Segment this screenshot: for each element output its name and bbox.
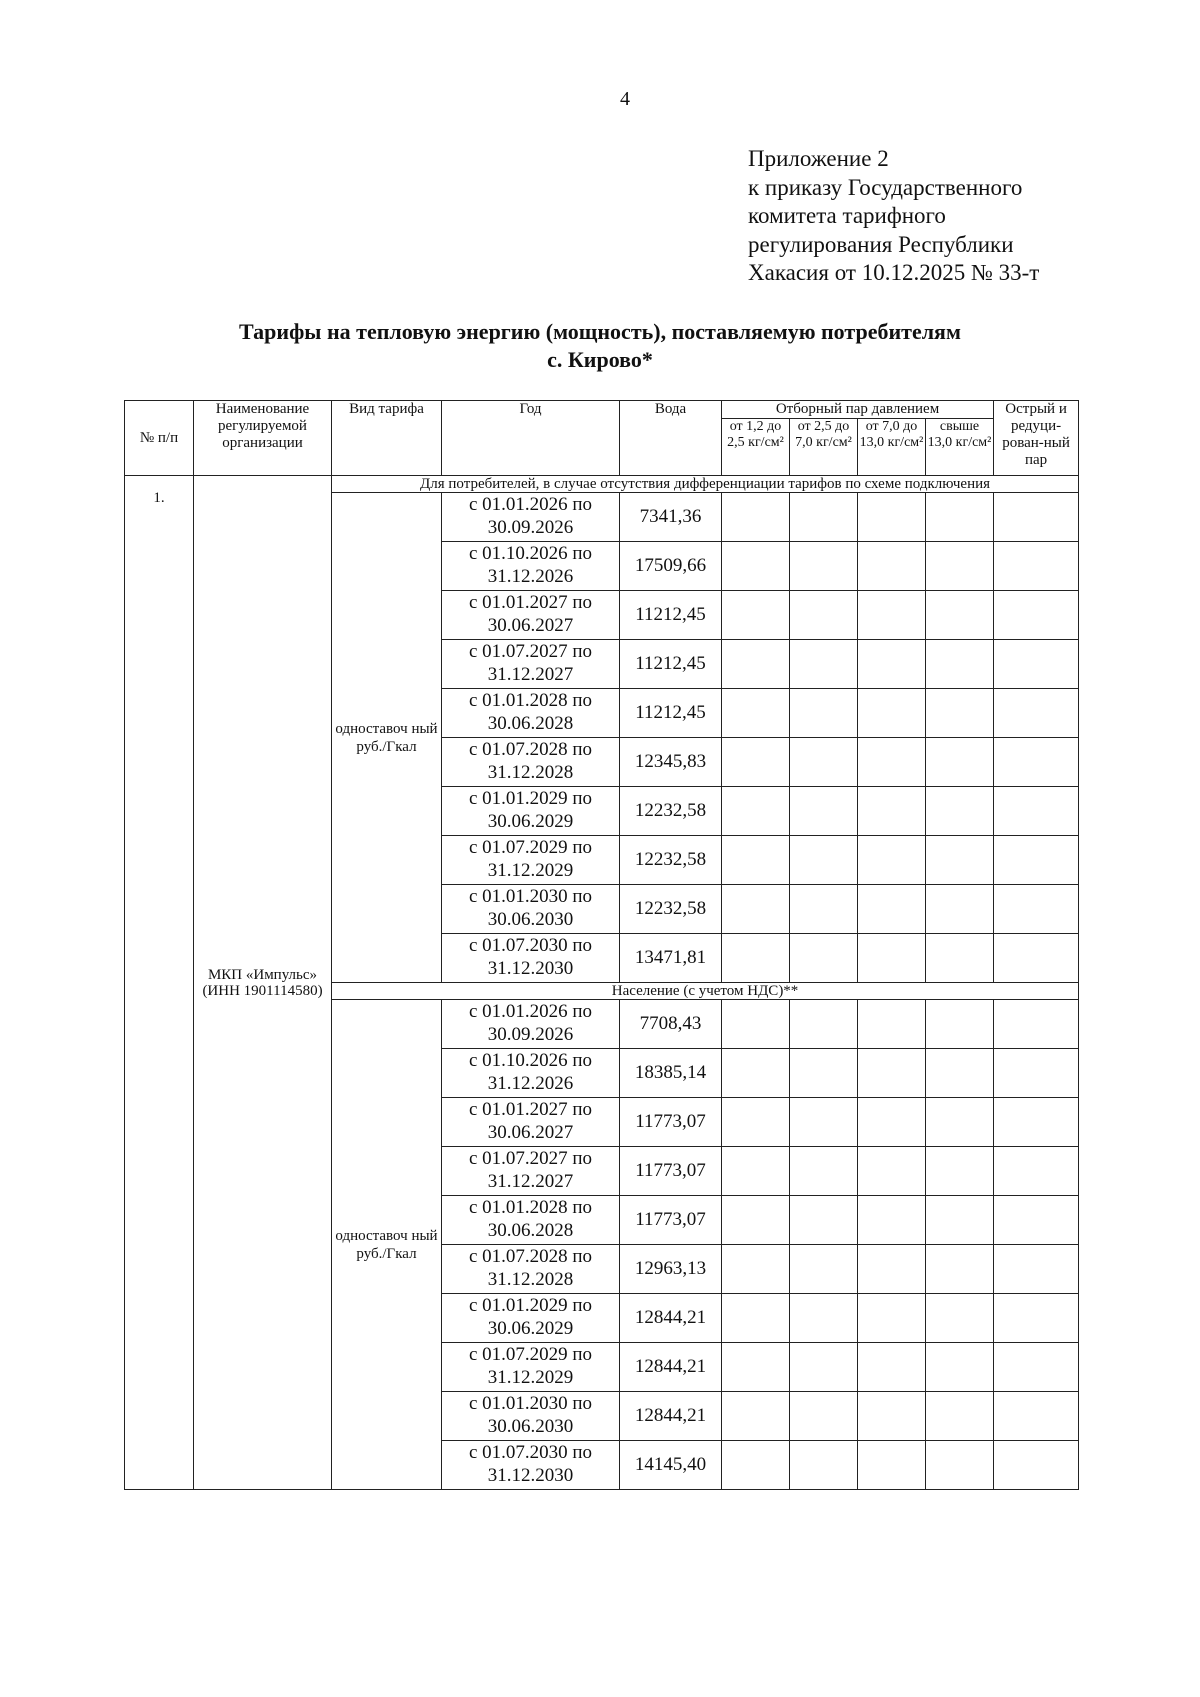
water-tariff-value: 7708,43 <box>620 1000 722 1049</box>
period-cell <box>442 836 620 885</box>
water-tariff-value: 17509,66 <box>620 542 722 591</box>
empty-cell <box>994 1196 1079 1245</box>
period-cell <box>442 1098 620 1147</box>
water-tariff-value: 12345,83 <box>620 738 722 787</box>
period-start: с 01.10.2026 по <box>468 543 593 564</box>
empty-cell <box>722 934 790 983</box>
empty-cell <box>722 493 790 542</box>
water-tariff-value: 11773,07 <box>620 1147 722 1196</box>
period-start: с 01.01.2026 по <box>468 1001 593 1022</box>
empty-cell <box>790 493 858 542</box>
tariff-table <box>124 400 1079 1490</box>
empty-cell <box>994 493 1079 542</box>
period-end: 31.12.2027 <box>487 664 574 685</box>
row-number: 1. <box>125 476 194 1490</box>
empty-cell <box>858 493 926 542</box>
empty-cell <box>858 1343 926 1392</box>
period-cell <box>442 787 620 836</box>
empty-cell <box>858 689 926 738</box>
empty-cell <box>926 1147 994 1196</box>
empty-cell <box>926 1441 994 1490</box>
title-line-2: с. Кирово* <box>547 347 653 372</box>
empty-cell <box>790 885 858 934</box>
empty-cell <box>858 787 926 836</box>
water-tariff-value: 12232,58 <box>620 885 722 934</box>
period-start: с 01.01.2028 по <box>468 1197 593 1218</box>
period-start: с 01.10.2026 по <box>468 1050 593 1071</box>
period-cell <box>442 885 620 934</box>
appendix-line: регулирования Республики <box>748 231 1014 257</box>
empty-cell <box>858 542 926 591</box>
empty-cell <box>994 738 1079 787</box>
header-steam-group: Отборный пар давлением <box>722 401 994 419</box>
period-cell <box>442 1392 620 1441</box>
water-tariff-value: 11212,45 <box>620 640 722 689</box>
empty-cell <box>858 1098 926 1147</box>
period-start: с 01.01.2029 по <box>468 788 593 809</box>
empty-cell <box>994 1441 1079 1490</box>
empty-cell <box>722 885 790 934</box>
header-steam-1: от 1,2 до 2,5 кг/см² <box>722 419 790 476</box>
empty-cell <box>722 836 790 885</box>
period-start: с 01.07.2030 по <box>468 1442 593 1463</box>
empty-cell <box>858 1441 926 1490</box>
period-end: 31.12.2028 <box>487 1269 574 1290</box>
empty-cell <box>790 1441 858 1490</box>
period-end: 30.06.2029 <box>487 1318 574 1339</box>
empty-cell <box>858 738 926 787</box>
period-start: с 01.01.2028 по <box>468 690 593 711</box>
empty-cell <box>926 787 994 836</box>
header-year: Год <box>442 401 620 476</box>
empty-cell <box>926 689 994 738</box>
empty-cell <box>858 1392 926 1441</box>
period-cell <box>442 1245 620 1294</box>
water-tariff-value: 11773,07 <box>620 1098 722 1147</box>
empty-cell <box>722 1294 790 1343</box>
empty-cell <box>790 738 858 787</box>
organization-name: МКП «Импульс» (ИНН 1901114580) <box>194 476 332 1490</box>
period-start: с 01.07.2029 по <box>468 1344 593 1365</box>
empty-cell <box>858 1147 926 1196</box>
empty-cell <box>926 542 994 591</box>
empty-cell <box>858 934 926 983</box>
period-start: с 01.07.2028 по <box>468 1246 593 1267</box>
period-end: 30.06.2027 <box>487 1122 574 1143</box>
water-tariff-value: 12232,58 <box>620 836 722 885</box>
empty-cell <box>926 1343 994 1392</box>
empty-cell <box>722 542 790 591</box>
period-end: 31.12.2026 <box>487 1073 574 1094</box>
period-end: 31.12.2030 <box>487 958 574 979</box>
period-cell <box>442 1049 620 1098</box>
water-tariff-value: 11212,45 <box>620 591 722 640</box>
appendix-line: комитета тарифного <box>748 203 946 228</box>
period-start: с 01.01.2026 по <box>468 494 593 515</box>
empty-cell <box>790 1049 858 1098</box>
period-end: 30.06.2030 <box>487 1416 574 1437</box>
empty-cell <box>790 787 858 836</box>
header-sharp-steam: Острый и редуци-рован-ный пар <box>994 401 1079 476</box>
empty-cell <box>858 836 926 885</box>
period-end: 31.12.2029 <box>487 860 574 881</box>
empty-cell <box>722 1098 790 1147</box>
empty-cell <box>994 836 1079 885</box>
empty-cell <box>994 1392 1079 1441</box>
tariff-type: одноставоч ный руб./Гкал <box>332 1000 442 1490</box>
empty-cell <box>994 640 1079 689</box>
period-cell <box>442 640 620 689</box>
section-title: Население (с учетом НДС)** <box>332 983 1079 1000</box>
empty-cell <box>722 591 790 640</box>
period-end: 30.06.2028 <box>487 1220 574 1241</box>
appendix-line: Приложение 2 <box>748 146 889 171</box>
empty-cell <box>926 1294 994 1343</box>
empty-cell <box>994 591 1079 640</box>
period-cell <box>442 738 620 787</box>
empty-cell <box>722 1049 790 1098</box>
empty-cell <box>994 1343 1079 1392</box>
empty-cell <box>790 836 858 885</box>
header-tariff-type: Вид тарифа <box>332 401 442 476</box>
period-cell <box>442 1000 620 1049</box>
empty-cell <box>722 689 790 738</box>
empty-cell <box>926 1392 994 1441</box>
water-tariff-value: 7341,36 <box>620 493 722 542</box>
empty-cell <box>790 1000 858 1049</box>
period-start: с 01.07.2028 по <box>468 739 593 760</box>
document-title <box>120 318 1080 374</box>
period-cell <box>442 934 620 983</box>
empty-cell <box>994 1245 1079 1294</box>
empty-cell <box>926 493 994 542</box>
empty-cell <box>722 1245 790 1294</box>
section-title: Для потребителей, в случае отсутствия дифференциации тарифов по схеме подключения <box>332 476 1079 493</box>
empty-cell <box>790 1294 858 1343</box>
period-end: 30.06.2030 <box>487 909 574 930</box>
page-number: 4 <box>620 88 630 110</box>
empty-cell <box>858 1049 926 1098</box>
empty-cell <box>722 1147 790 1196</box>
empty-cell <box>722 738 790 787</box>
period-cell <box>442 542 620 591</box>
period-start: с 01.07.2027 по <box>468 1148 593 1169</box>
water-tariff-value: 14145,40 <box>620 1441 722 1490</box>
period-cell <box>442 689 620 738</box>
empty-cell <box>926 640 994 689</box>
empty-cell <box>722 1196 790 1245</box>
empty-cell <box>994 1147 1079 1196</box>
water-tariff-value: 18385,14 <box>620 1049 722 1098</box>
period-end: 31.12.2028 <box>487 762 574 783</box>
appendix-note <box>748 145 1168 288</box>
period-cell <box>442 1441 620 1490</box>
empty-cell <box>858 1196 926 1245</box>
header-organization: Наименование регулируемой организации <box>194 401 332 476</box>
empty-cell <box>994 1294 1079 1343</box>
water-tariff-value: 12844,21 <box>620 1392 722 1441</box>
empty-cell <box>994 1098 1079 1147</box>
appendix-line: к приказу Государственного <box>748 174 1023 200</box>
period-start: с 01.01.2030 по <box>468 1393 593 1414</box>
empty-cell <box>926 1245 994 1294</box>
empty-cell <box>790 934 858 983</box>
empty-cell <box>722 1392 790 1441</box>
period-end: 31.12.2029 <box>487 1367 574 1388</box>
period-start: с 01.01.2030 по <box>468 886 593 907</box>
empty-cell <box>858 885 926 934</box>
header-water: Вода <box>620 401 722 476</box>
water-tariff-value: 11773,07 <box>620 1196 722 1245</box>
empty-cell <box>722 787 790 836</box>
period-start: с 01.01.2027 по <box>468 1099 593 1120</box>
empty-cell <box>858 1000 926 1049</box>
water-tariff-value: 13471,81 <box>620 934 722 983</box>
period-end: 31.12.2030 <box>487 1465 574 1486</box>
empty-cell <box>722 640 790 689</box>
empty-cell <box>790 591 858 640</box>
header-steam-2: от 2,5 до 7,0 кг/см² <box>790 419 858 476</box>
empty-cell <box>926 836 994 885</box>
water-tariff-value: 12844,21 <box>620 1294 722 1343</box>
water-tariff-value: 12963,13 <box>620 1245 722 1294</box>
period-end: 30.09.2026 <box>487 517 574 538</box>
empty-cell <box>790 1098 858 1147</box>
appendix-line: Хакасия от 10.12.2025 № 33-т <box>748 260 1040 285</box>
water-tariff-value: 11212,45 <box>620 689 722 738</box>
empty-cell <box>994 1000 1079 1049</box>
period-start: с 01.07.2029 по <box>468 837 593 858</box>
empty-cell <box>994 689 1079 738</box>
empty-cell <box>926 1000 994 1049</box>
empty-cell <box>858 1294 926 1343</box>
empty-cell <box>722 1343 790 1392</box>
empty-cell <box>926 738 994 787</box>
empty-cell <box>926 1049 994 1098</box>
empty-cell <box>790 689 858 738</box>
period-start: с 01.07.2027 по <box>468 641 593 662</box>
empty-cell <box>790 1147 858 1196</box>
empty-cell <box>858 591 926 640</box>
water-tariff-value: 12232,58 <box>620 787 722 836</box>
empty-cell <box>722 1441 790 1490</box>
empty-cell <box>994 542 1079 591</box>
empty-cell <box>790 542 858 591</box>
empty-cell <box>722 1000 790 1049</box>
period-end: 31.12.2026 <box>487 566 574 587</box>
period-cell <box>442 591 620 640</box>
section-title-row <box>125 476 1079 493</box>
empty-cell <box>790 1343 858 1392</box>
empty-cell <box>926 885 994 934</box>
header-steam-4: свыше 13,0 кг/см² <box>926 419 994 476</box>
period-end: 30.06.2027 <box>487 615 574 636</box>
empty-cell <box>858 1245 926 1294</box>
period-cell <box>442 1196 620 1245</box>
period-start: с 01.07.2030 по <box>468 935 593 956</box>
empty-cell <box>858 640 926 689</box>
empty-cell <box>790 640 858 689</box>
tariff-type: одноставоч ный руб./Гкал <box>332 493 442 983</box>
period-start: с 01.01.2029 по <box>468 1295 593 1316</box>
empty-cell <box>790 1196 858 1245</box>
empty-cell <box>994 787 1079 836</box>
period-cell <box>442 1147 620 1196</box>
empty-cell <box>926 1196 994 1245</box>
header-num: № п/п <box>125 401 194 476</box>
period-cell <box>442 1343 620 1392</box>
period-start: с 01.01.2027 по <box>468 592 593 613</box>
empty-cell <box>926 934 994 983</box>
empty-cell <box>994 934 1079 983</box>
empty-cell <box>994 885 1079 934</box>
period-end: 30.06.2029 <box>487 811 574 832</box>
empty-cell <box>790 1245 858 1294</box>
empty-cell <box>926 591 994 640</box>
period-end: 31.12.2027 <box>487 1171 574 1192</box>
period-end: 30.06.2028 <box>487 713 574 734</box>
header-steam-3: от 7,0 до 13,0 кг/см² <box>858 419 926 476</box>
period-end: 30.09.2026 <box>487 1024 574 1045</box>
period-cell <box>442 1294 620 1343</box>
empty-cell <box>994 1049 1079 1098</box>
period-cell <box>442 493 620 542</box>
empty-cell <box>926 1098 994 1147</box>
empty-cell <box>790 1392 858 1441</box>
title-line-1: Тарифы на тепловую энергию (мощность), поставляемую потребителям <box>239 319 961 344</box>
water-tariff-value: 12844,21 <box>620 1343 722 1392</box>
